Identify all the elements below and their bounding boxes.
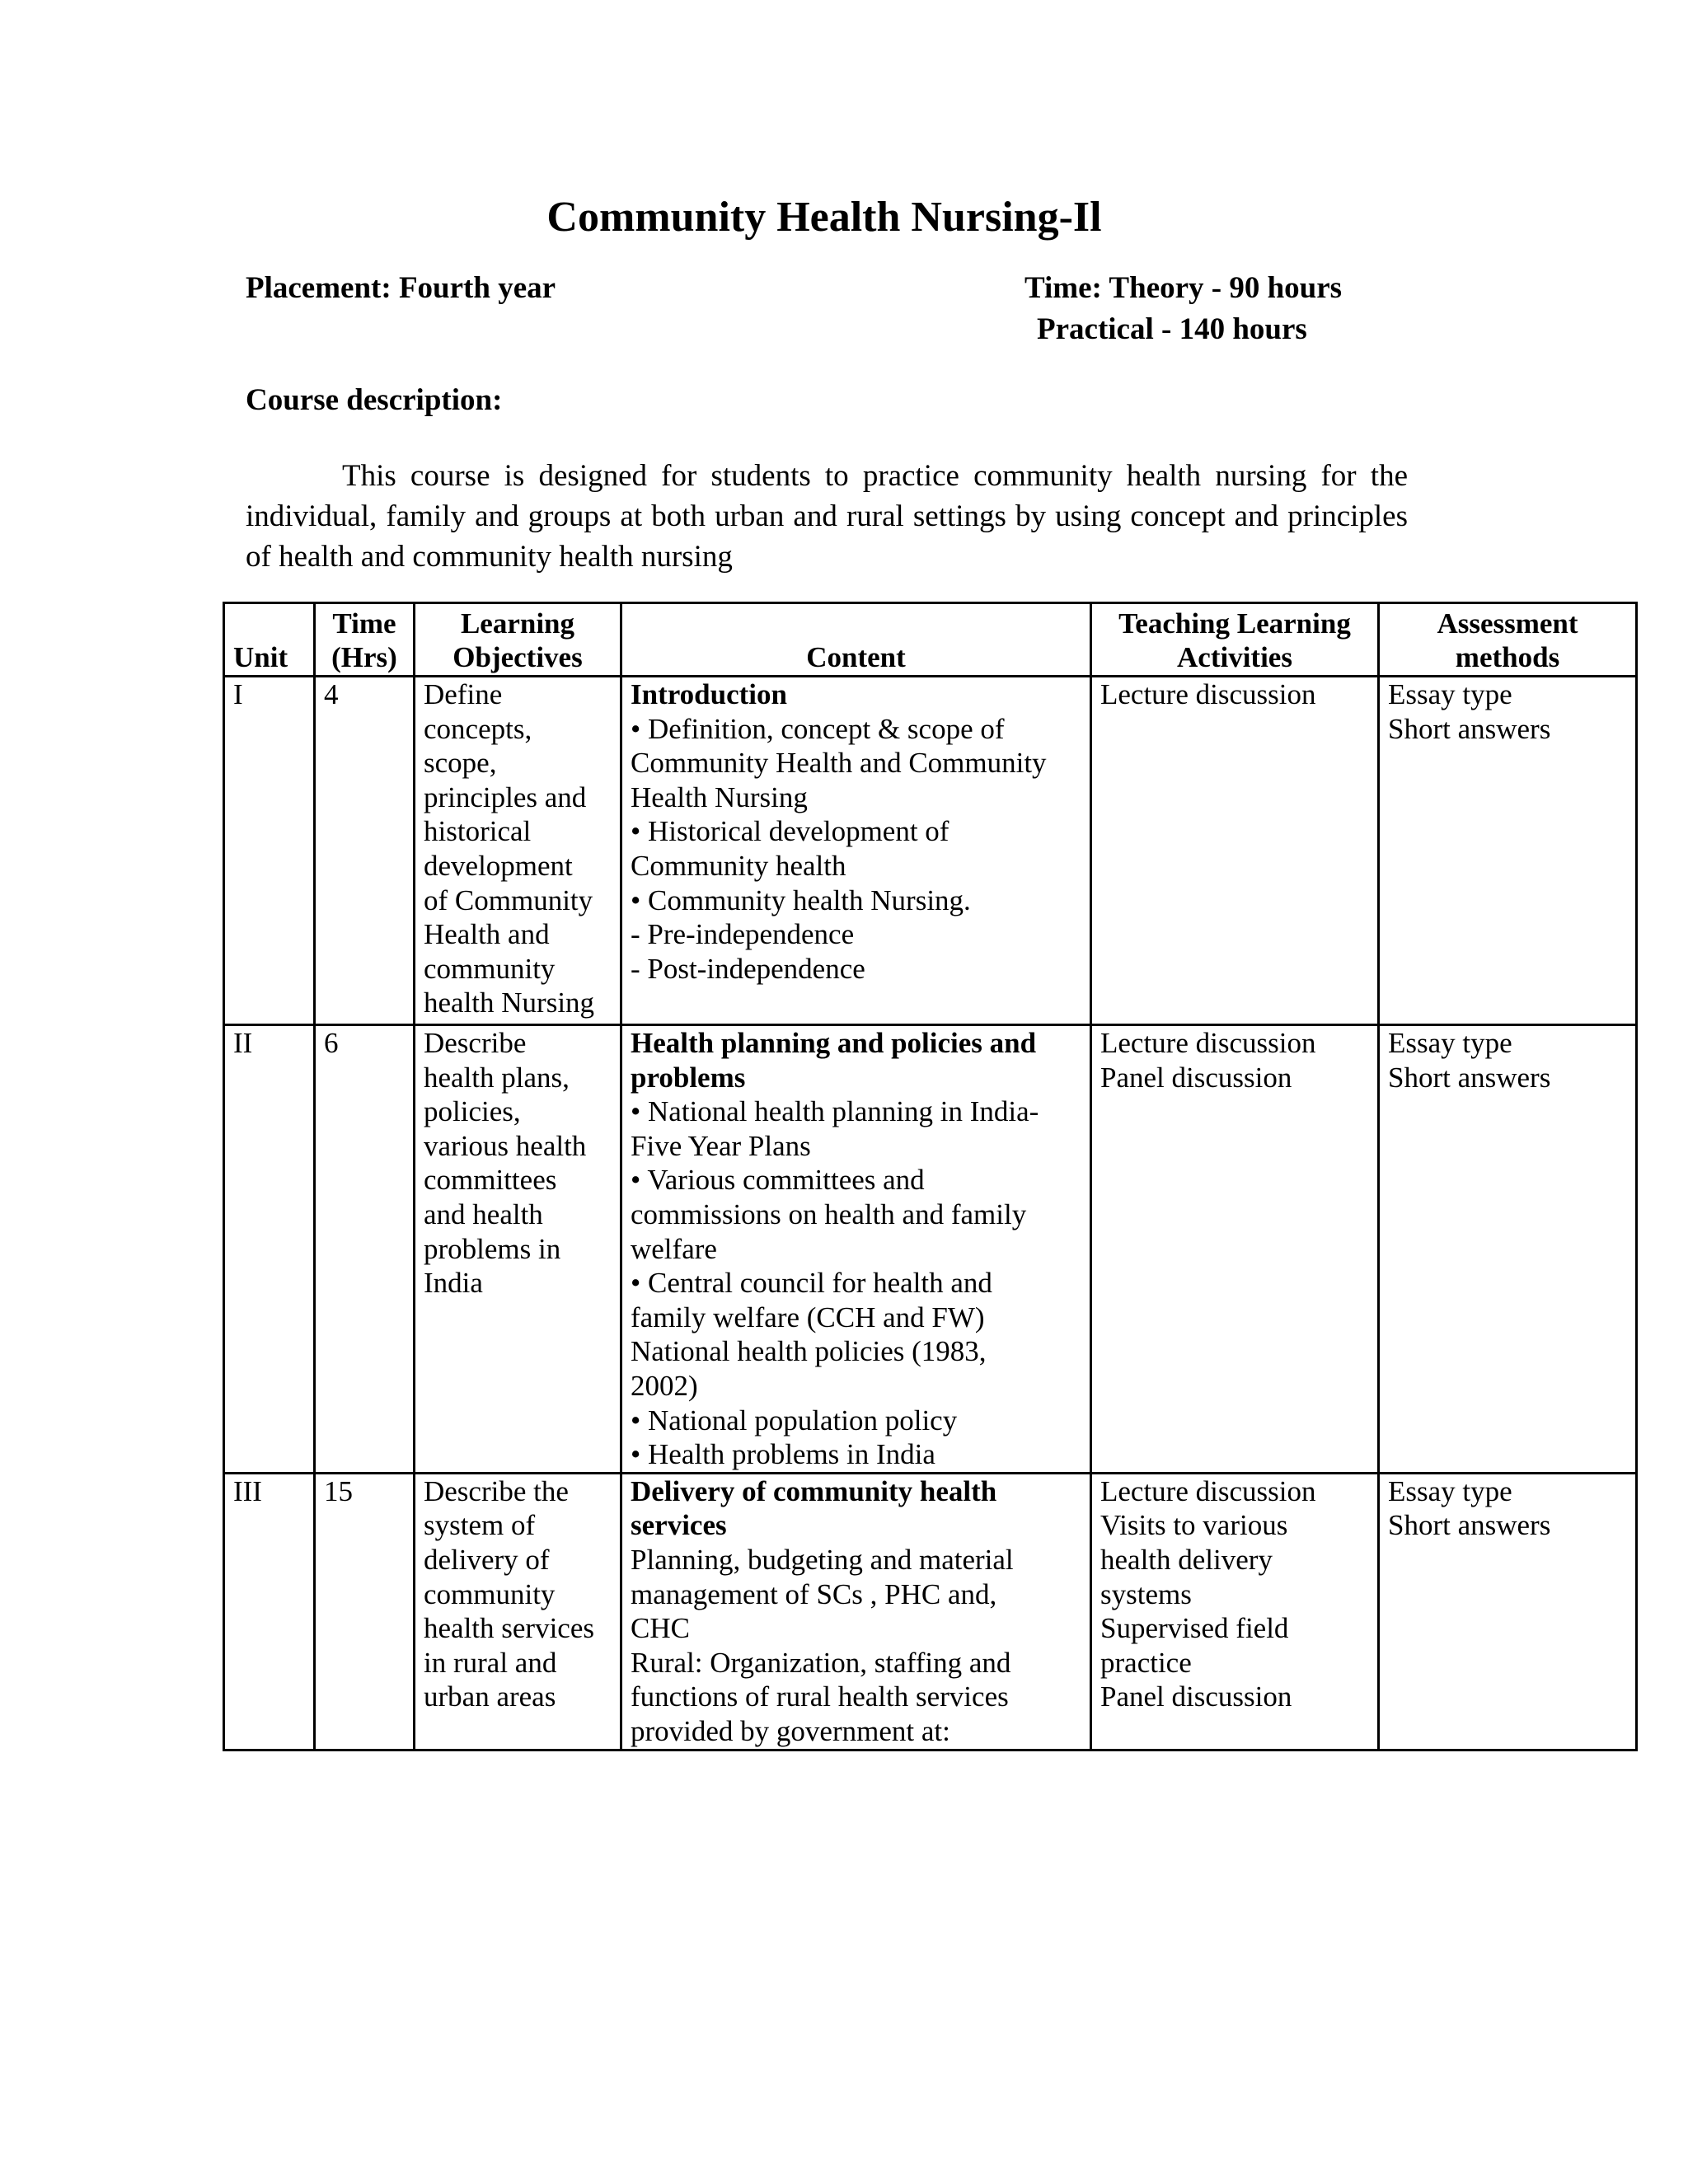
table-row (224, 1473, 1637, 1750)
time-cell: 6 (315, 1025, 415, 1474)
time-practical-label: Practical - 140 hours (1037, 312, 1307, 346)
activities-cell: Lecture discussion Visits to various health delivery systems Supervised field practice Panel discussion (1091, 1473, 1379, 1750)
assessment-cell: Essay type Short answers (1379, 1025, 1637, 1474)
table-row (224, 1025, 1637, 1474)
syllabus-table (223, 602, 1638, 1751)
table-row (224, 677, 1637, 1025)
content-cell: Introduction • Definition, concept & scope of Community Health and Community Health Nursing • Historical development of Community health • Community health Nursing. - Pre-independence - Post-independence (621, 677, 1091, 1025)
unit-cell: I (224, 677, 315, 1025)
header-teaching-activities: Teaching Learning Activities (1091, 603, 1379, 677)
header-time: Time (Hrs) (315, 603, 415, 677)
header-learning-objectives: Learning Objectives (415, 603, 621, 677)
header-content: Content (621, 603, 1091, 677)
unit-cell: III (224, 1473, 315, 1750)
unit-cell: II (224, 1025, 315, 1474)
time-cell: 15 (315, 1473, 415, 1750)
header-unit: Unit (224, 603, 315, 677)
objectives-cell: Describe the system of delivery of community health services in rural and urban areas (415, 1473, 621, 1750)
header-assessment-methods: Assessment methods (1379, 603, 1637, 677)
time-theory-label: Time: Theory - 90 hours (1025, 271, 1343, 305)
objectives-cell: Define concepts, scope, principles and historical development of Community Health and community health Nursing (415, 677, 621, 1025)
content-cell: Health planning and policies and problems • National health planning in India- Five Year Plans • Various committees and commissions on health and family welfare • Central council for health and family welfare (CCH and FW) National health policies (1983, 2002) • National population policy • Health problems in India (621, 1025, 1091, 1474)
placement-label: Placement: Fourth year (246, 271, 556, 305)
time-cell: 4 (315, 677, 415, 1025)
activities-cell: Lecture discussion (1091, 677, 1379, 1025)
document-title: Community Health Nursing-Il (546, 194, 1102, 241)
content-cell: Delivery of community health services Planning, budgeting and material management of SCs , PHC and, CHC Rural: Organization, staffing and functions of rural health services provided by government at: (621, 1473, 1091, 1750)
course-description-text: This course is designed for students to practice community health nursing for the individual, family and groups at both urban and rural settings by using concept and principles of health and community health nursing (246, 459, 1408, 574)
activities-cell: Lecture discussion Panel discussion (1091, 1025, 1379, 1474)
objectives-cell: Describe health plans, policies, various health committees and health problems in India (415, 1025, 621, 1474)
table-header-row (224, 603, 1637, 677)
assessment-cell: Essay type Short answers (1379, 1473, 1637, 1750)
assessment-cell: Essay type Short answers (1379, 677, 1637, 1025)
course-description-heading: Course description: (246, 383, 503, 417)
